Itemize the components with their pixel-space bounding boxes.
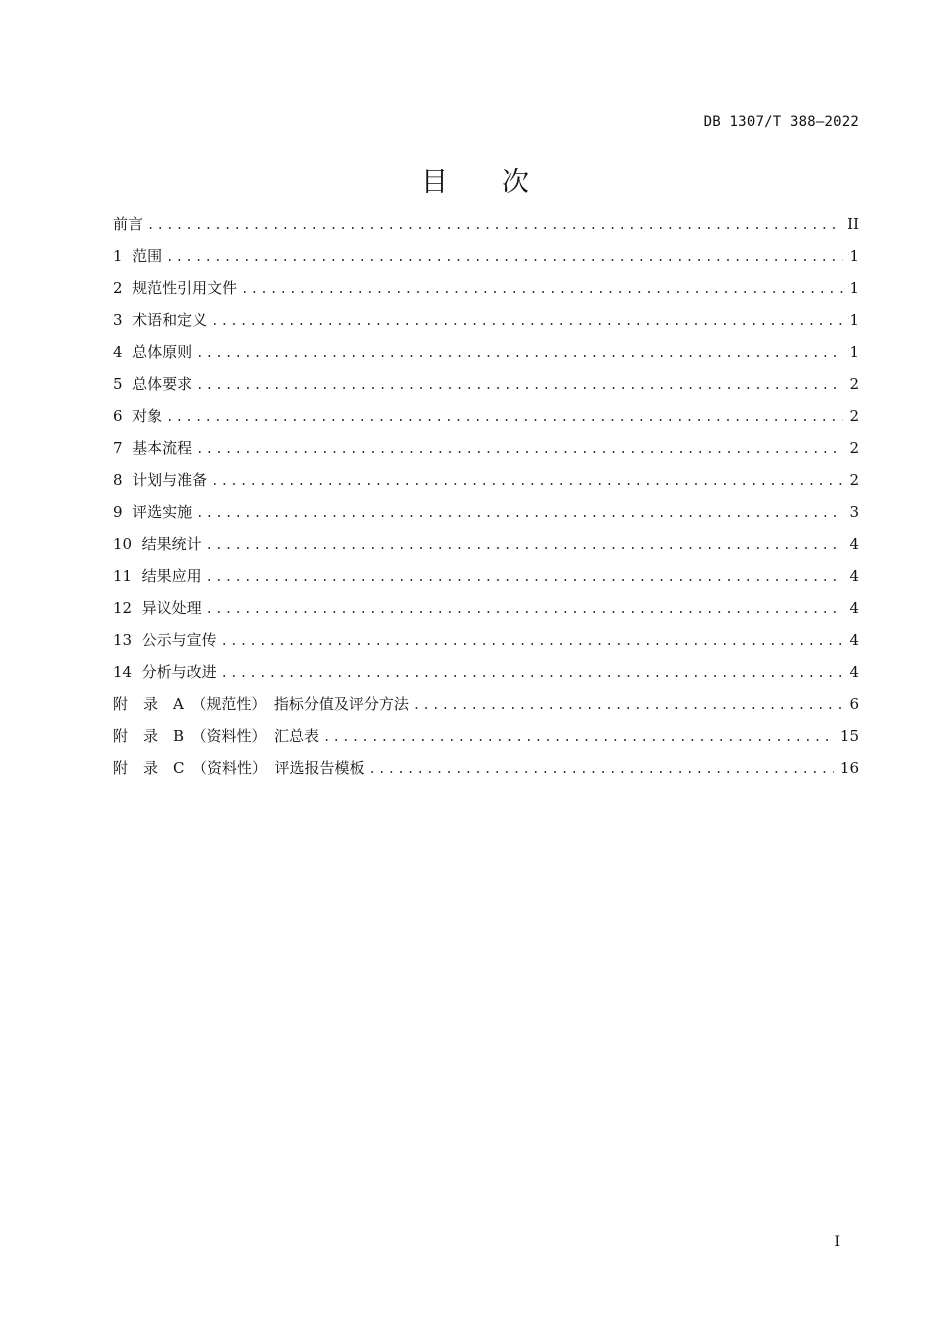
toc-entry-label: 附 录 B （资料性） 汇总表 bbox=[113, 727, 320, 745]
page-number: I bbox=[834, 1234, 840, 1250]
toc-entry-label: 2 规范性引用文件 bbox=[113, 279, 238, 297]
toc-entry[interactable] bbox=[113, 432, 859, 464]
table-of-contents bbox=[113, 208, 859, 784]
toc-entry-label: 11 结果应用 bbox=[113, 567, 202, 585]
toc-entry[interactable] bbox=[113, 464, 859, 496]
toc-entry[interactable] bbox=[113, 496, 859, 528]
toc-entry-label: 9 评选实施 bbox=[113, 503, 193, 521]
toc-entry-page: 4 bbox=[849, 663, 859, 681]
toc-entry[interactable] bbox=[113, 528, 859, 560]
dot-leader bbox=[166, 401, 843, 433]
toc-entry-page: 2 bbox=[849, 375, 859, 393]
toc-entry-label: 13 公示与宣传 bbox=[113, 631, 217, 649]
toc-entry-label: 6 对象 bbox=[113, 407, 163, 425]
toc-entry-label: 8 计划与准备 bbox=[113, 471, 208, 489]
toc-entry-label: 前言 bbox=[113, 215, 144, 233]
dot-leader bbox=[221, 657, 843, 689]
toc-entry-page: 1 bbox=[849, 343, 859, 361]
toc-entry[interactable] bbox=[113, 752, 859, 784]
toc-entry[interactable] bbox=[113, 304, 859, 336]
dot-leader bbox=[206, 593, 843, 625]
toc-entry-page: 1 bbox=[849, 311, 859, 329]
dot-leader bbox=[196, 337, 843, 369]
toc-entry-page: 1 bbox=[849, 279, 859, 297]
toc-entry-page: 1 bbox=[849, 247, 859, 265]
toc-entry-label: 12 异议处理 bbox=[113, 599, 202, 617]
toc-entry-page: 4 bbox=[849, 567, 859, 585]
toc-entry-label: 4 总体原则 bbox=[113, 343, 193, 361]
dot-leader bbox=[166, 241, 843, 273]
toc-entry-page: 2 bbox=[849, 471, 859, 489]
dot-leader bbox=[206, 529, 843, 561]
toc-entry-page: 2 bbox=[849, 407, 859, 425]
toc-entry[interactable] bbox=[113, 368, 859, 400]
toc-entry[interactable] bbox=[113, 720, 859, 752]
toc-entry-page: 3 bbox=[849, 503, 859, 521]
dot-leader bbox=[147, 209, 841, 241]
toc-entry[interactable] bbox=[113, 592, 859, 624]
toc-entry-label: 附 录 A （规范性） 指标分值及评分方法 bbox=[113, 695, 409, 713]
dot-leader bbox=[206, 561, 843, 593]
toc-entry[interactable] bbox=[113, 688, 859, 720]
toc-entry[interactable] bbox=[113, 208, 859, 240]
toc-entry[interactable] bbox=[113, 400, 859, 432]
dot-leader bbox=[196, 497, 843, 529]
toc-entry[interactable] bbox=[113, 624, 859, 656]
toc-entry-page: 4 bbox=[849, 535, 859, 553]
toc-entry-label: 5 总体要求 bbox=[113, 375, 193, 393]
toc-entry-page: 15 bbox=[839, 727, 859, 745]
toc-entry-page: 4 bbox=[849, 599, 859, 617]
dot-leader bbox=[241, 273, 843, 305]
dot-leader bbox=[211, 305, 843, 337]
dot-leader bbox=[211, 465, 843, 497]
toc-entry-label: 7 基本流程 bbox=[113, 439, 193, 457]
dot-leader bbox=[413, 689, 843, 721]
toc-entry-label: 3 术语和定义 bbox=[113, 311, 208, 329]
toc-entry-page: 4 bbox=[849, 631, 859, 649]
toc-entry-page: II bbox=[847, 215, 859, 233]
dot-leader bbox=[196, 369, 843, 401]
toc-entry[interactable] bbox=[113, 240, 859, 272]
toc-entry-page: 16 bbox=[839, 759, 859, 777]
dot-leader bbox=[368, 753, 833, 785]
toc-entry-page: 2 bbox=[849, 439, 859, 457]
toc-entry-label: 14 分析与改进 bbox=[113, 663, 217, 681]
page-title: 目 次 bbox=[421, 167, 529, 198]
toc-entry[interactable] bbox=[113, 272, 859, 304]
toc-entry[interactable] bbox=[113, 336, 859, 368]
toc-entry-label: 1 范围 bbox=[113, 247, 163, 265]
toc-entry[interactable] bbox=[113, 656, 859, 688]
document-code: DB 1307/T 388—2022 bbox=[703, 114, 859, 130]
toc-entry-label: 10 结果统计 bbox=[113, 535, 202, 553]
toc-entry-page: 6 bbox=[849, 695, 859, 713]
dot-leader bbox=[323, 721, 834, 753]
toc-entry[interactable] bbox=[113, 560, 859, 592]
dot-leader bbox=[196, 433, 843, 465]
toc-entry-label: 附 录 C （资料性） 评选报告模板 bbox=[113, 759, 365, 777]
dot-leader bbox=[221, 625, 843, 657]
